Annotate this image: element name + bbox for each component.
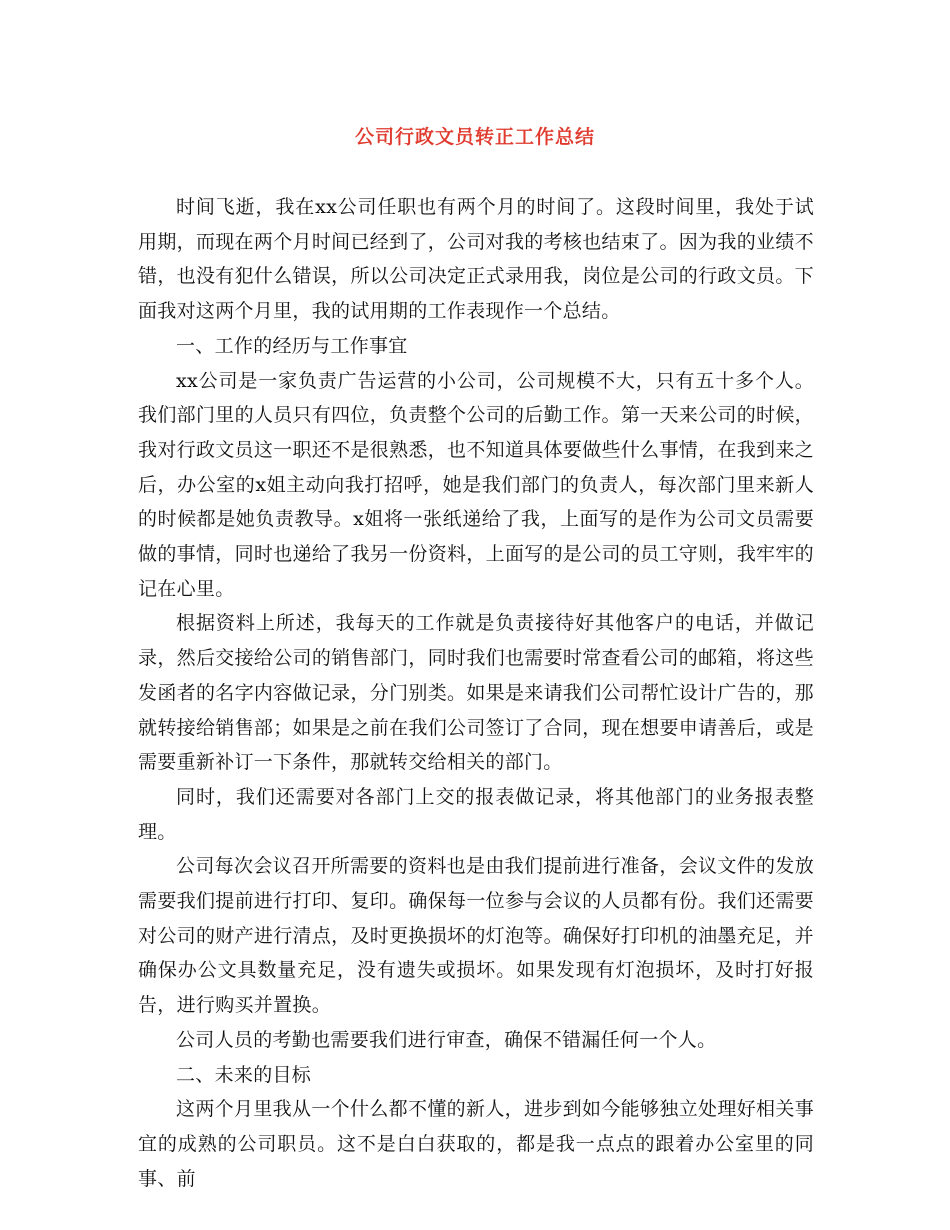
section-heading-2: 二、未来的目标 xyxy=(176,1063,312,1086)
section-heading-1: 一、工作的经历与工作事宜 xyxy=(176,334,408,357)
paragraph-future: 这两个月里我从一个什么都不懂的新人，进步到如今能够独立处理好相关事宜的成熟的公司职员。这不是白白获取的，都是我一点点的跟着办公室里的同事、前 xyxy=(138,1098,814,1190)
paragraph-daily-duties: 根据资料上所述，我每天的工作就是负责接待好其他客户的电话，并做记录，然后交接给公司的销售部门，同时我们也需要时常查看公司的邮箱，将这些发函者的名字内容做记录，分门别类。如果是来请我们公司帮忙设计广告的，那就转接给销售部；如果是之前在我们公司签订了合同，现在想要申请善后，或是需要重新补订一下条件，那就转交给相关的部门。 xyxy=(138,612,814,774)
paragraph-company-intro: xx公司是一家负责广告运营的小公司，公司规模不大，只有五十多个人。我们部门里的人员只有四位，负责整个公司的后勤工作。第一天来公司的时候，我对行政文员这一职还不是很熟悉，也不知道具体要做些什么事情，在我到来之后，办公室的x姐主动向我打招呼，她是我们部门的负责人，每次部门里来新人的时候都是她负责教导。x姐将一张纸递给了我，上面写的是作为公司文员需要做的事情，同时也递给了我另一份资料，上面写的是公司的员工守则，我牢牢的记在心里。 xyxy=(138,369,814,600)
paragraph-reports: 同时，我们还需要对各部门上交的报表做记录，将其他部门的业务报表整理。 xyxy=(138,785,814,843)
paragraph-attendance: 公司人员的考勤也需要我们进行审查，确保不错漏任何一个人。 xyxy=(176,1028,717,1051)
document-title: 公司行政文员转正工作总结 xyxy=(354,126,595,148)
paragraph-meetings: 公司每次会议召开所需要的资料也是由我们提前进行准备，会议文件的发放需要我们提前进行打印、复印。确保每一位参与会议的人员都有份。我们还需要对公司的财产进行清点，及时更换损坏的灯泡等。确保好打印机的油墨充足，并确保办公文具数量充足，没有遗失或损坏。如果发现有灯泡损坏，及时打好报告，进行购买并置换。 xyxy=(138,855,814,1017)
paragraph-intro: 时间飞逝，我在xx公司任职也有两个月的时间了。这段时间里，我处于试用期，而现在两个月时间已经到了，公司对我的考核也结束了。因为我的业绩不错，也没有犯什么错误，所以公司决定正式录用我，岗位是公司的行政文员。下面我对这两个月里，我的试用期的工作表现作一个总结。 xyxy=(138,196,814,323)
document-body xyxy=(138,190,814,1196)
